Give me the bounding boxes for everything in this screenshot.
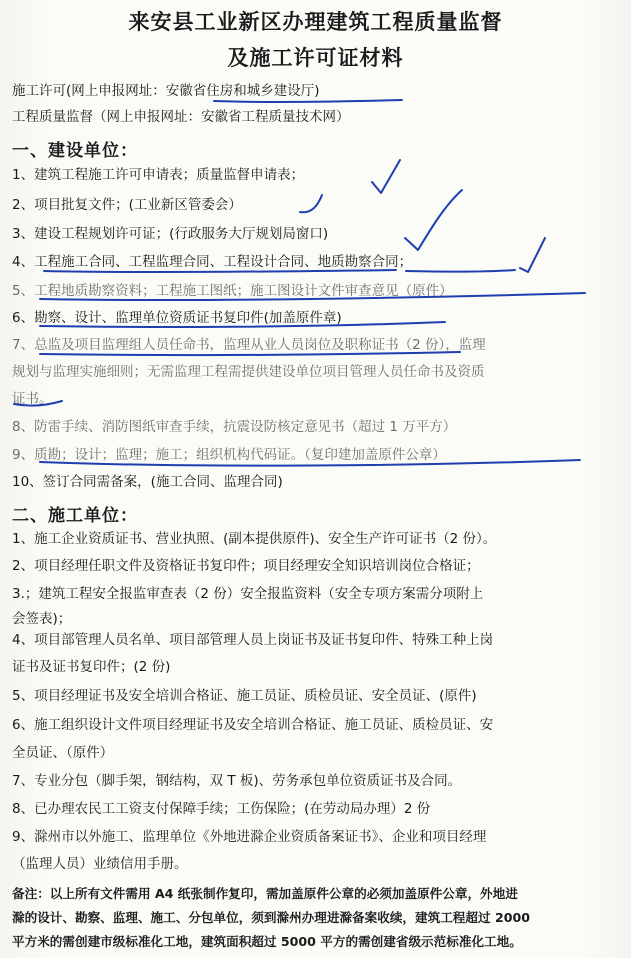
s2-item: 全员证、（原件）: [12, 745, 114, 761]
s2-item: 2、项目经理任职文件及资格证书复印件；项目经理安全知识培训岗位合格证；: [12, 558, 480, 574]
s1-item: 5、工程地质勘察资料；工程施工图纸；施工图设计文件审查意见（原件）: [12, 283, 453, 299]
s2-item: 证书及证书复印件；(2 份): [12, 659, 171, 675]
note-line: 滁的设计、勘察、监理、施工、分包单位，须到滁州办理进滁备案收续，建筑工程超过 2000: [12, 910, 530, 925]
s2-item: 6、施工组织设计文件项目经理证书及安全培训合格证、施工员证、质检员证、安: [12, 717, 494, 733]
s1-item: 10、签订合同需备案，(施工合同、监理合同): [12, 474, 283, 490]
s2-item: 4、项目部管理人员名单、项目部管理人员上岗证书及证书复印件、特殊工种上岗: [12, 632, 494, 648]
section-construction-unit-heading: 一、建设单位：: [12, 141, 138, 161]
s1-item: 2、项目批复文件；(工业新区管委会）: [12, 197, 242, 213]
note-line: 平方米的需创建市级标准化工地，建筑面积超过 5000 平方的需创建省级示范标准化工地。: [12, 934, 522, 949]
s2-item: （监理人员）业绩信用手册。: [12, 856, 188, 872]
s2-item: 会签表)；: [12, 611, 72, 627]
s2-item: 7、专业分包（脚手架，钢结构，双 T 板)、劳务承包单位资质证书及合同。: [12, 773, 462, 789]
s1-item: 9、质勘；设计；监理；施工；组织机构代码证。（复印建加盖原件公章）: [12, 447, 446, 463]
s1-item: 4、工程施工合同、工程监理合同、工程设计合同、地质勘察合同；: [12, 254, 413, 270]
s2-item: 1、施工企业资质证书、营业执照、(副本提供原件)、安全生产许可证书（2 份）。: [12, 531, 497, 547]
s2-item: 8、已办理农民工工资支付保障手续；工伤保险；(在劳动局办理）2 份: [12, 801, 431, 817]
document-title-line-2: 及施工许可证材料: [227, 45, 404, 70]
s1-item: 6、勘察、设计、监理单位资质证书复印件(加盖原件章): [12, 310, 342, 326]
s1-item: 规划与监理实施细则；无需监理工程需提供建设单位项目管理人员任命书及资质: [12, 364, 485, 380]
s1-item: 8、防雷手续、消防图纸审查手续，抗震设防核定意见书（超过 1 万平方）: [12, 419, 457, 435]
note-line: 备注：以上所有文件需用 A4 纸张制作复印，需加盖原件公章的必须加盖原件公章，外地进: [12, 886, 518, 901]
s1-item: 1、建筑工程施工许可申请表；质量监督申请表；: [12, 167, 305, 183]
section-contractor-heading: 二、施工单位：: [12, 506, 138, 526]
s2-item: 5、项目经理证书及安全培训合格证、施工员证、质检员证、安全员证、(原件): [12, 688, 477, 704]
ink-underline-permit: [214, 100, 402, 102]
s1-item: 3、建设工程规划许可证；(行政服务大厅规划局窗口): [12, 226, 329, 242]
document-title-line-1: 来安县工业新区办理建筑工程质量监督: [128, 9, 503, 34]
online-permit-line: 施工许可(网上申报网址：安徽省住房和城乡建设厅): [12, 83, 320, 99]
online-quality-line: 工程质量监督（网上申报网址：安徽省工程质量技术网）: [12, 109, 350, 125]
s1-item: 证书。: [12, 391, 53, 407]
s2-item: 9、滁州市以外施工、监理单位《外地进滁企业资质备案证书》、企业和项目经理: [12, 829, 487, 845]
s1-item: 7、总监及项目监理组人员任命书，监理从业人员岗位及职称证书（2 份），监理: [12, 337, 486, 353]
s2-item: 3.；建筑工程安全报监审查表（2 份）安全报监资料（安全专项方案需分项附上: [12, 586, 484, 602]
